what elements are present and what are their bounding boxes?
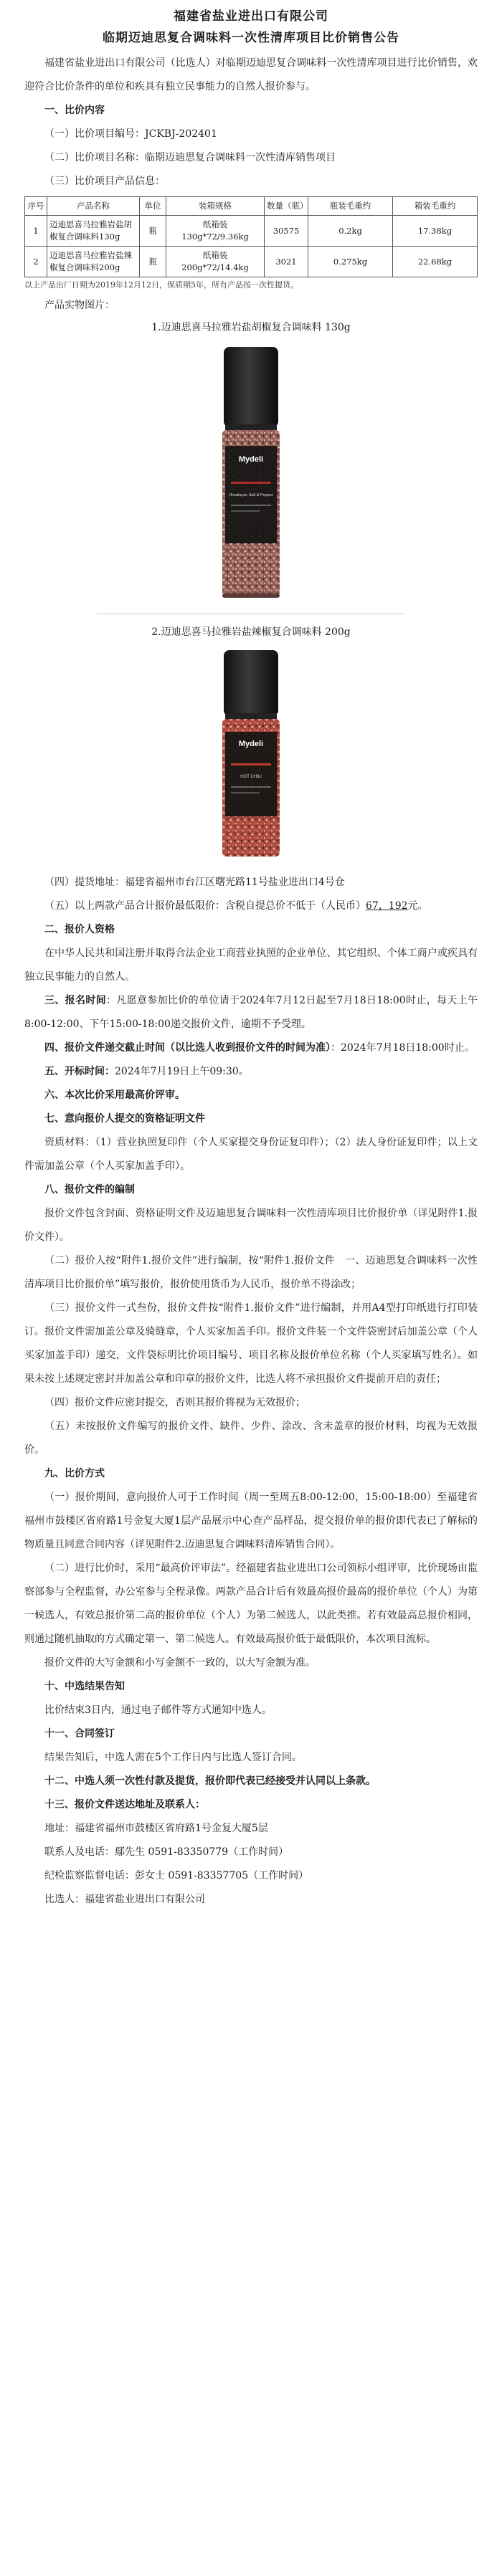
section-8-p4: （四）报价文件应密封提交，否则其报价将视为无效报价；: [44, 1397, 306, 1408]
table-row: [25, 247, 478, 277]
table-row: [25, 216, 478, 247]
section-4: [24, 1036, 478, 1060]
section-7-heading: 七、意向报价人提交的资格证明文件: [44, 1113, 205, 1125]
intro-paragraph: 福建省盐业进出口有限公司（比选人）对临期迈迪思复合调味料一次性清库项目进行比价销售，欢迎符合比价条件的单位和疾具有独立民事能力的自然人报价参与。: [24, 57, 478, 92]
section-13-heading: 十三、报价文件送达地址及联系人：: [44, 1799, 205, 1811]
section-3: [24, 989, 478, 1036]
supervision-phone: 纪检监察监督电话：彭女士 0591-83357705（工作时间）: [44, 1870, 309, 1881]
page-title-company: 福建省盐业进出口有限公司: [174, 9, 328, 24]
photo-caption-1: 1.迈迪思喜马拉雅岩盐胡椒复合调味料 130g: [151, 322, 351, 333]
section-4-heading: 四、报价文件递交截止时间（以比选人收到报价文件的时间为准）: [44, 1042, 331, 1054]
pepper-grinder-image: [194, 341, 308, 606]
page-title-subject: 临期迈迪思复合调味料一次性清库项目比价销售公告: [103, 31, 399, 45]
section-3-body: 凡愿意参加比价的单位请于2024年7月12日起至7月18日18:00时止，每天上午8:00-12:00、下午15:00-18:00递交报价文件，逾期不予受理。: [24, 995, 478, 1030]
minimum-price-suffix: 元。: [407, 900, 428, 912]
project-name: （二）比价项目名称：临期迈迪思复合调味料一次性清库销售项目: [44, 152, 336, 163]
section-8-p3: （三）报价文件一式叁份，报价文件按“附件1.报价文件”进行编制，并用A4型打印纸进行打印装订。报价文件需加盖公章及骑缝章，个人买家加盖手印。报价文件装一个文件袋密封后加盖公章（个人买家加盖手印）递交，文件袋标明比价项目编号、项目名称及报价单位名称（个人买家填写姓名）。如果未按上述规定密封并加盖公章和印章的报价文件，比选人将不承担报价文件提前开启的责任；: [24, 1302, 478, 1385]
product-label: HOT CHILI: [240, 775, 262, 779]
photos-heading: 产品实物图片：: [44, 300, 115, 311]
project-number: （一）比价项目编号：JCKBJ-202401: [44, 128, 217, 140]
table-header: 序号: [25, 197, 47, 216]
section-11-body: 结果告知后，中选人需在5个工作日内与比选人签订合同。: [44, 1752, 302, 1763]
table-cell: 瓶: [140, 216, 166, 247]
table-header: 数量（瓶）: [265, 197, 308, 216]
product-table: [24, 196, 478, 277]
product-photo-2: [194, 646, 308, 861]
section-12-heading: 十二、中选人须一次性付款及提货，报价即代表已经接受并认同以上条款。: [44, 1775, 376, 1787]
product-label: Himalayan Salt & Pepper: [229, 493, 273, 497]
section-9-heading: 九、比价方式: [44, 1468, 105, 1479]
minimum-price-prefix: （五）以上两款产品合计报价最低限价：含税自提总价不低于（人民币）: [44, 900, 366, 912]
table-cell: 迈迪思喜马拉雅岩盐胡椒复合调味料130g: [47, 216, 140, 247]
table-cell: 0.2kg: [308, 216, 393, 247]
chooser-name: 比选人：福建省盐业进出口有限公司: [44, 1894, 205, 1905]
section-8-p2: （二）报价人按“附件1.报价文件”进行编制，按“附件1.报价文件 一、迈迪思复合调味料一次性清库项目比价报价单”填写报价，报价使用货币为人民币，报价单不得涂改；: [24, 1255, 478, 1290]
section-2-body: 在中华人民共和国注册并取得合法企业工商营业执照的企业单位、其它组织、个体工商户或疾具有独立民事能力的自然人。: [24, 948, 478, 983]
table-note: 以上产品出厂日期为2019年12月12日，保质期5年，所有产品按一次性提货。: [24, 280, 298, 290]
table-cell: 17.38kg: [393, 216, 478, 247]
table-header: 单位: [140, 197, 166, 216]
contact-address: 地址：福建省福州市鼓楼区省府路1号金复大厦5层: [44, 1823, 268, 1834]
minimum-price-amount: 67，192: [366, 900, 408, 912]
section-10-heading: 十、中选结果告知: [44, 1681, 125, 1692]
section-6-heading: 六、本次比价采用最高价评审。: [44, 1089, 185, 1101]
section-5: [24, 1060, 478, 1084]
section-8-p5: （五）未按报价文件编写的报价文件、缺件、少件、涂改、含未盖章的报价材料，均视为无效报价。: [24, 1421, 478, 1456]
section-2-heading: 二、报价人资格: [44, 924, 115, 935]
table-header: 瓶装毛重约: [308, 197, 393, 216]
minimum-price: [24, 895, 478, 918]
section-9-p1: （一）报价期间，意向报价人可于工作时间（周一至周五8:00-12:00，15:00-18:00）至福建省福州市鼓楼区省府路1号金复大厦1层产品展示中心查产品样品，提交报价单的报价即代表已了解标的物质量且同意合同内容（详见附件2.迈迪思复合调味料清库销售合同）。: [24, 1492, 478, 1550]
pickup-address: （四）提货地址：福建省福州市台江区曙光路11号盐业进出口4号仓: [44, 877, 345, 888]
table-cell: 30575: [265, 216, 308, 247]
table-cell: 纸箱装 130g*72/9.36kg: [166, 216, 265, 247]
product-photo-1: [194, 341, 308, 606]
section-9-p2: （二）进行比价时，采用“最高价评审法”。经福建省盐业进出口公司领标小组评审，比价现场由监察部参与全程监督，办公室参与全程录像。两款产品合计后有效最高报价最高的报价单位（个人）为第一候选人，有效总报价第二高的报价单位（个人）为第二候选人，以此类推。若有效最高总报价相同，则通过随机抽取的方式确定第一、第二候选人。有效最高报价低于最低限价，本次项目流标。: [24, 1563, 478, 1645]
table-header: 装箱规格: [166, 197, 265, 216]
table-cell: 3021: [265, 247, 308, 277]
table-cell: 1: [25, 216, 47, 247]
section-7-body: 资质材料：（1）营业执照复印件（个人买家提交身份证复印件）；（2）法人身份证复印件；以上文件需加盖公章（个人买家加盖手印）。: [24, 1137, 478, 1172]
table-cell: 22.68kg: [393, 247, 478, 277]
section-5-body: 2024年7月19日上午09:30。: [115, 1066, 249, 1077]
table-cell: 0.275kg: [308, 247, 393, 277]
table-cell: 瓶: [140, 247, 166, 277]
section-5-heading: 五、开标时间：: [44, 1066, 115, 1077]
table-cell: 2: [25, 247, 47, 277]
chili-grinder-image: [194, 646, 308, 861]
table-header: 箱装毛重约: [393, 197, 478, 216]
table-cell: 迈迪思喜马拉雅岩盐辣椒复合调味料200g: [47, 247, 140, 277]
section-3-colon: ：: [106, 995, 117, 1006]
section-8-p1: 报价文件包含封面、资格证明文件及迈迪思复合调味料一次性清库项目比价报价单（详见附件1.报价文件）。: [24, 1208, 478, 1243]
section-4-body: ：2024年7月18日18:00时止。: [331, 1042, 475, 1054]
product-info-label: （三）比价项目产品信息：: [44, 176, 165, 187]
photo-caption-2: 2.迈迪思喜马拉雅岩盐辣椒复合调味料 200g: [151, 626, 351, 638]
brand-label: Mydeli: [238, 455, 264, 464]
section-11-heading: 十一、合同签订: [44, 1728, 115, 1740]
section-1-heading: 一、比价内容: [44, 105, 105, 116]
section-8-heading: 八、报价文件的编制: [44, 1184, 135, 1196]
section-10-body: 比价结束3日内，通过电子邮件等方式通知中选人。: [44, 1704, 272, 1716]
table-header: 产品名称: [47, 197, 140, 216]
brand-label: Mydeli: [238, 740, 264, 748]
contact-person: 联系人及电话：鄢先生 0591-83350779（工作时间）: [44, 1846, 289, 1858]
section-3-heading: 三、报名时间: [44, 995, 106, 1006]
section-9-p3: 报价文件的大写金额和小写金额不一致的，以大写金额为准。: [44, 1657, 316, 1669]
table-cell: 纸箱装 200g*72/14.4kg: [166, 247, 265, 277]
